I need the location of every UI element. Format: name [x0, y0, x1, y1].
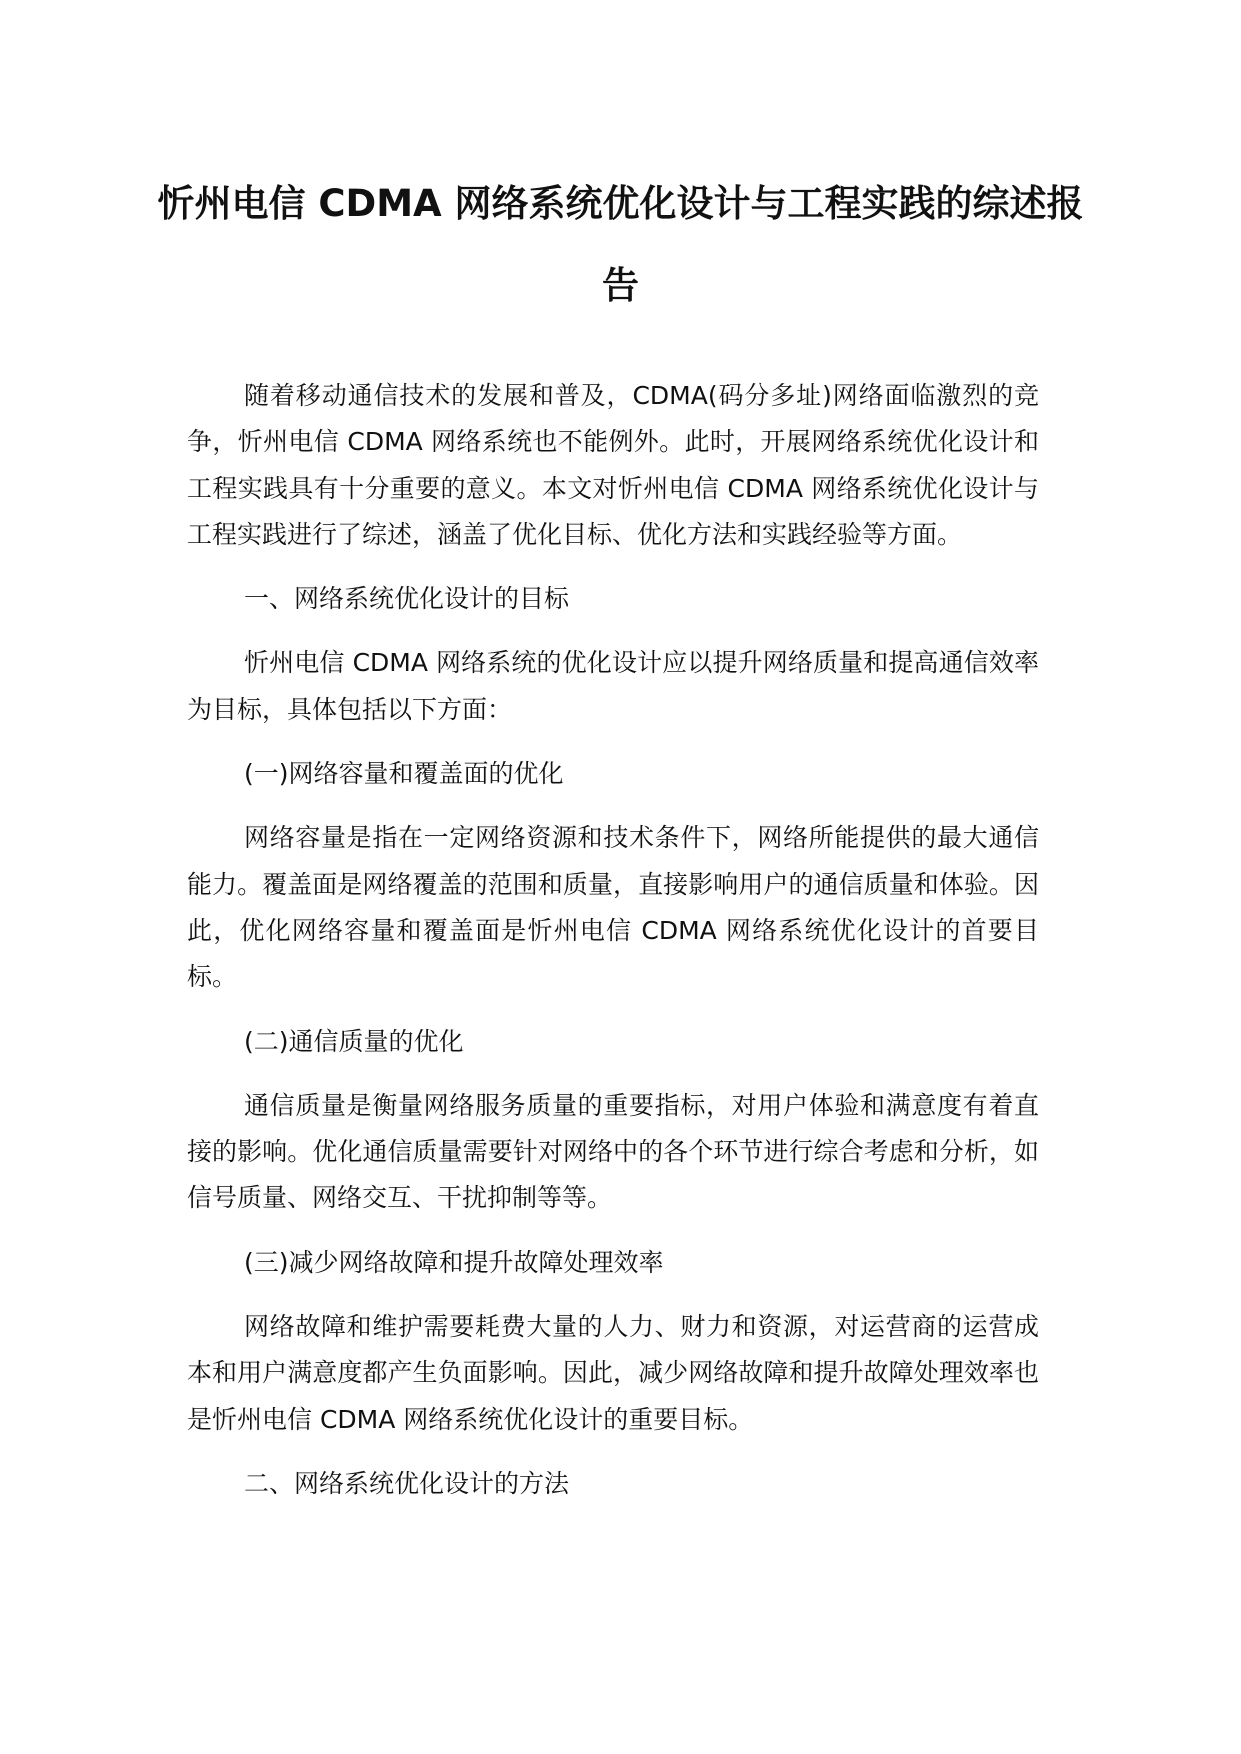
- section-heading-2: 二、网络系统优化设计的方法: [244, 1468, 570, 1498]
- document-title: 忻州电信 CDMA 网络系统优化设计与工程实践的综述报告: [157, 182, 1084, 307]
- subsection-heading-2: (二)通信质量的优化: [244, 1026, 464, 1056]
- paragraph-faults: 网络故障和维护需要耗费大量的人力、财力和资源，对运营商的运营成本和用户满意度都产生负面影响。因此，减少网络故障和提升故障处理效率也是忻州电信 CDMA 网络系统优化设计的重要目标。: [187, 1312, 1039, 1434]
- paragraph-goals: 忻州电信 CDMA 网络系统的优化设计应以提升网络质量和提高通信效率为目标，具体包括以下方面：: [187, 648, 1039, 724]
- section-heading-1: 一、网络系统优化设计的目标: [244, 584, 570, 614]
- paragraph-intro: 随着移动通信技术的发展和普及，CDMA(码分多址)网络面临激烈的竞争，忻州电信 CDMA 网络系统也不能例外。此时，开展网络系统优化设计和工程实践具有十分重要的意义。本文对忻州电信 CDMA 网络系统优化设计与工程实践进行了综述，涵盖了优化目标、优化方法和实践经验等方面。: [187, 381, 1039, 549]
- paragraph-quality: 通信质量是衡量网络服务质量的重要指标，对用户体验和满意度有着直接的影响。优化通信质量需要针对网络中的各个环节进行综合考虑和分析，如信号质量、网络交互、干扰抑制等等。: [187, 1090, 1039, 1213]
- subsection-heading-1: (一)网络容量和覆盖面的优化: [244, 759, 564, 789]
- paragraph-capacity: 网络容量是指在一定网络资源和技术条件下，网络所能提供的最大通信能力。覆盖面是网络覆盖的范围和质量，直接影响用户的通信质量和体验。因此，优化网络容量和覆盖面是忻州电信 CDMA 网络系统优化设计的首要目标。: [187, 823, 1039, 992]
- subsection-heading-3: (三)减少网络故障和提升故障处理效率: [244, 1247, 664, 1277]
- document-body: [187, 373, 1039, 1507]
